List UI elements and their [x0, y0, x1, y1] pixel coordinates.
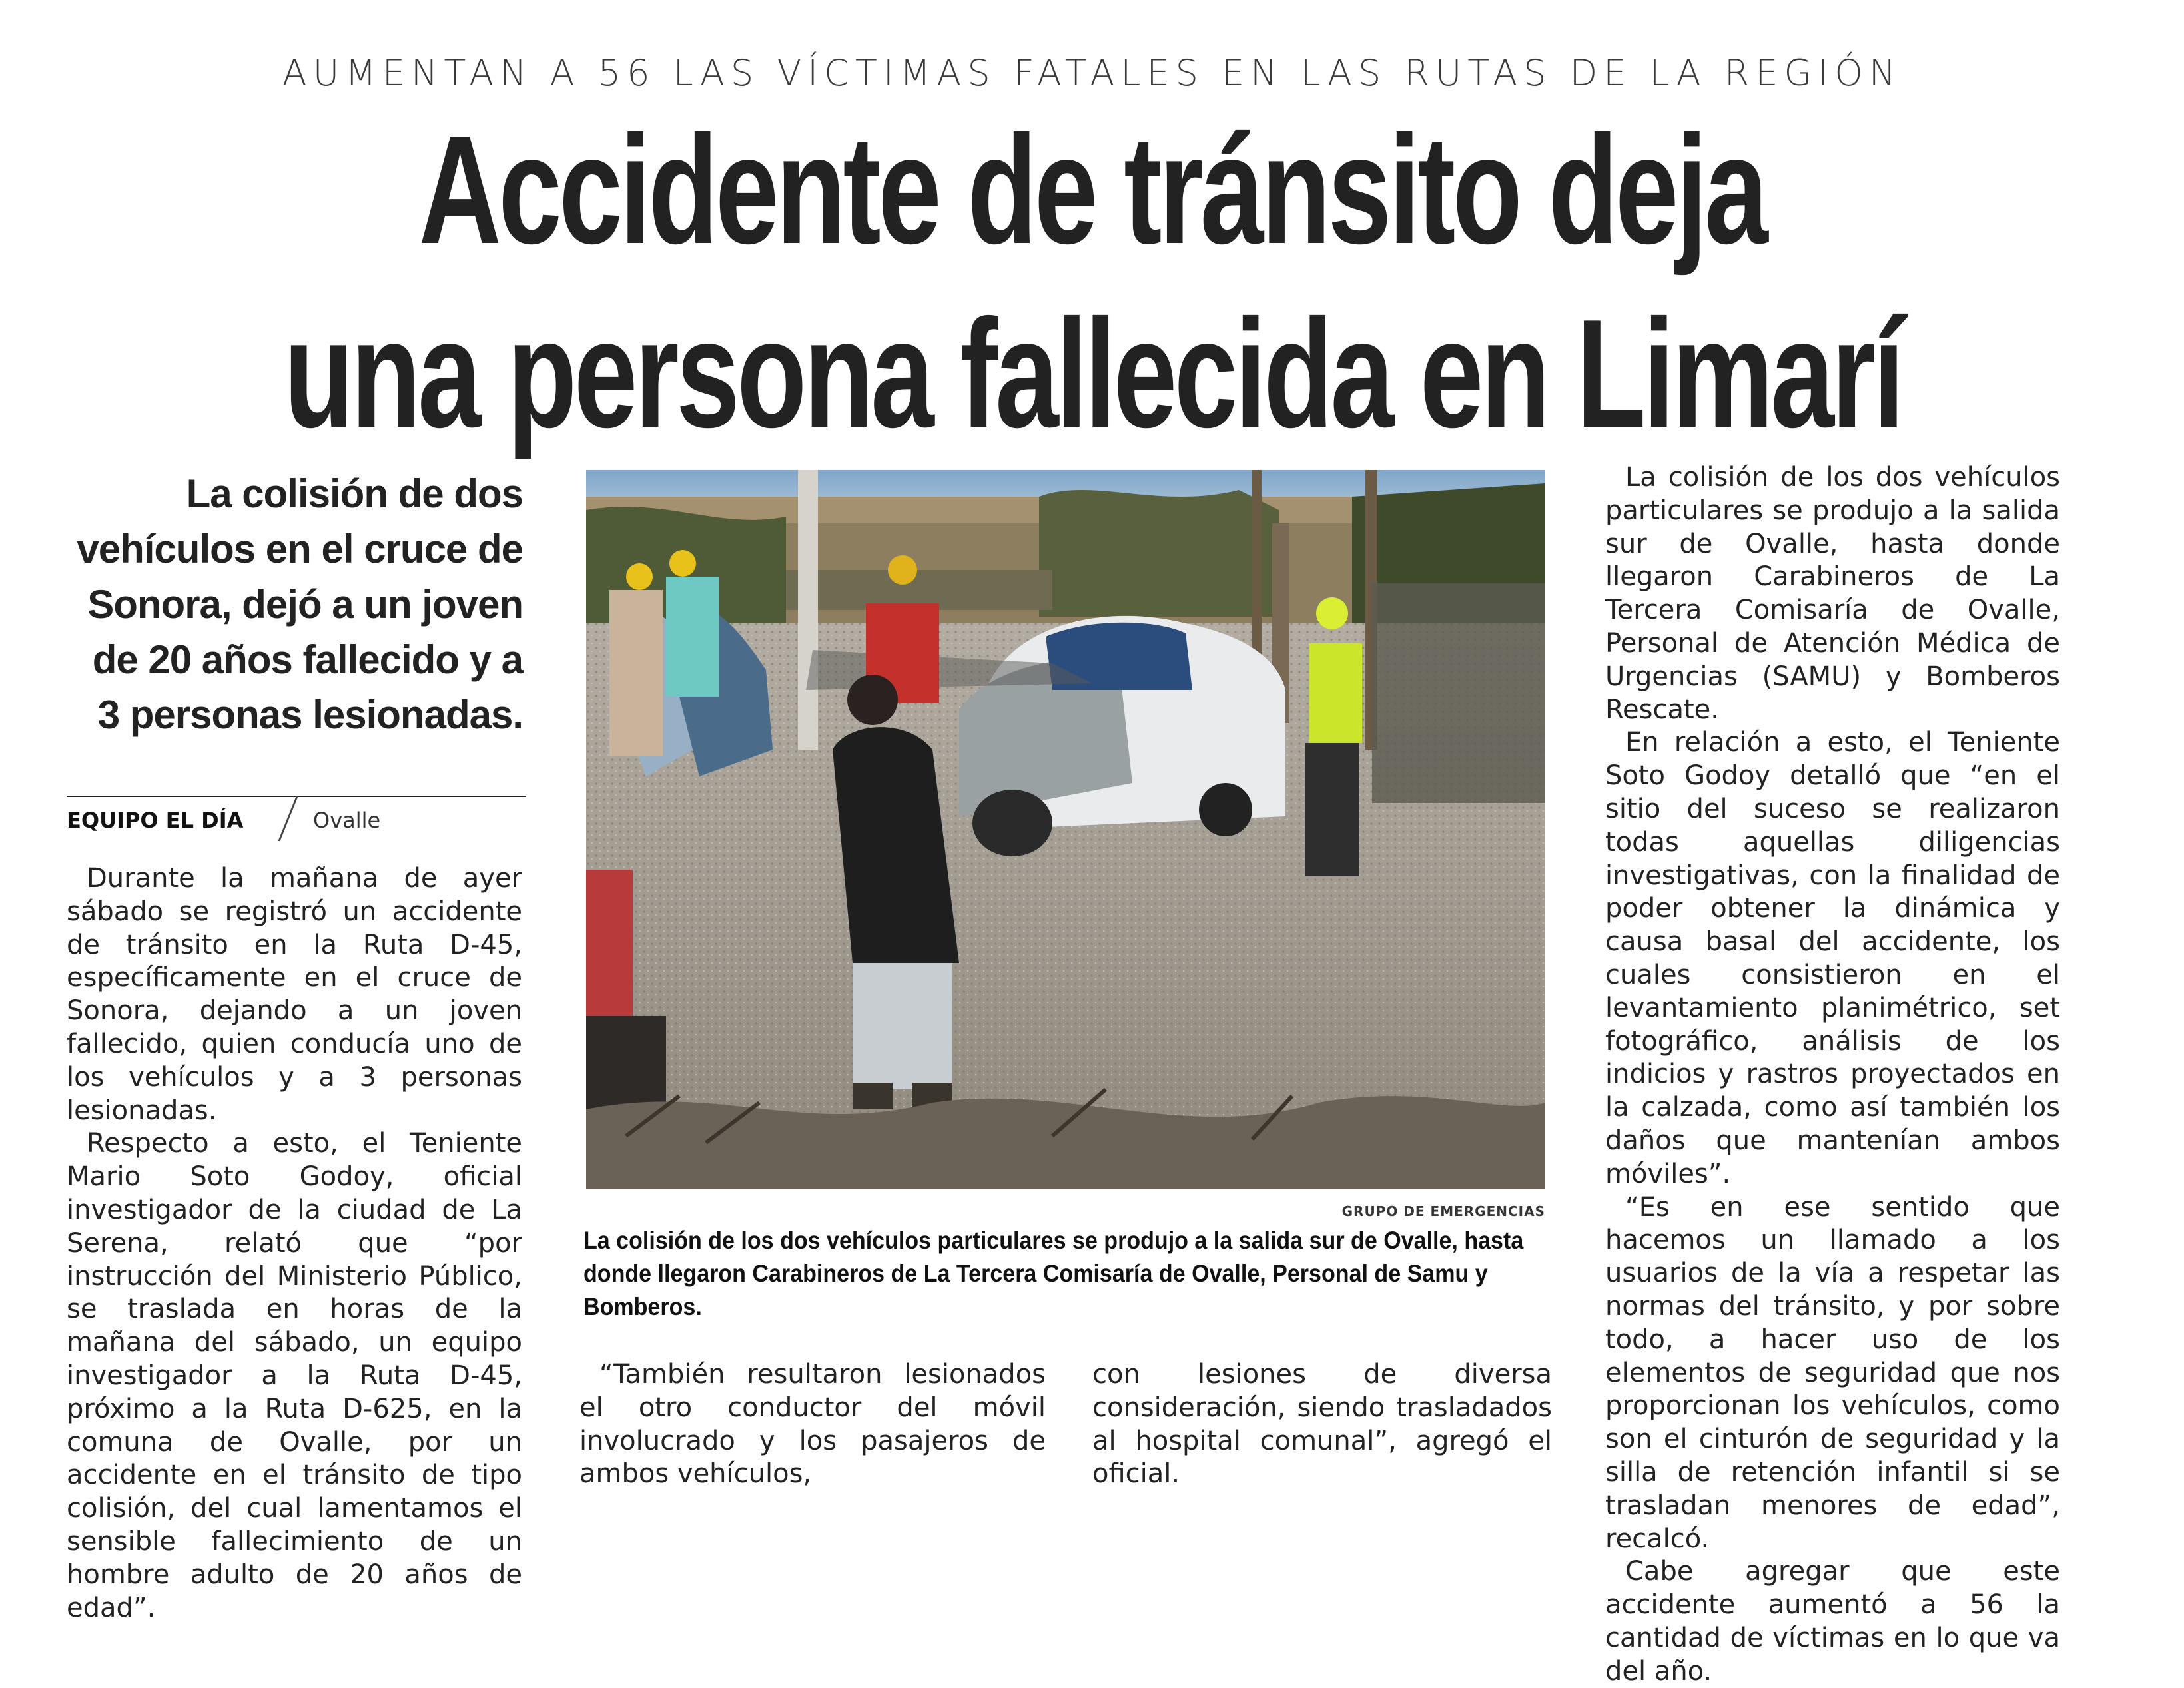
headline-line-2: una persona fallecida en Limarí — [284, 288, 1902, 460]
body-column-4 — [1605, 461, 2060, 1688]
paragraph: Durante la mañana de ayer sábado se registró un accidente de tránsito en la Ruta D-45, específicamente en el cruce de Sonora, dejando a un joven fallecido, quien conducía uno de los vehículos y a 3 personas lesionadas. — [67, 863, 522, 1126]
paragraph: Respecto a esto, el Teniente Mario Soto Godoy, oficial investigador de la ciudad de La Serena, relató que “por instrucción del Ministerio Público, se traslada en horas de la mañana del sábado, un equipo investigador a la Ruta D-45, próximo a la Ruta D-625, en la comuna de Ovalle, por un accidente en el tránsito de tipo colisión, del cual lamentamos el sensible fallecimiento de un hombre adulto de 20 años de edad”. — [67, 1128, 522, 1623]
photo-caption: La colisión de los dos vehículos particulares se produjo a la salida sur de Ovalle, hasta donde llegaron Carabineros de La Tercera Comisaría de Ovalle, Personal de Samu y Bomberos. — [583, 1227, 1524, 1320]
byline-location: Ovalle — [313, 808, 381, 833]
byline-author: EQUIPO EL DÍA — [67, 808, 244, 833]
lede: La colisión de dos vehículos en el cruce de Sonora, dejó a un joven de 20 años fallecido y a 3 personas lesionadas. — [77, 471, 523, 737]
paragraph: En relación a esto, el Teniente Soto Godoy detalló que “en el sitio del suceso se realizaron todas aquellas diligencias investigativas, con la finalidad de poder obtener la dinámica y causa basal del accidente, los cuales consistieron en el levantamiento planimétrico, set fotográfico, análisis de los indicios y rastros proyectados en la calzada, como así también los daños que mantenían ambos móviles”. — [1605, 727, 2060, 1189]
paragraph: Cabe agregar que este accidente aumentó a 56 la cantidad de víctimas en lo que va del año. — [1605, 1556, 2060, 1687]
paragraph: “También resultaron lesionados el otro conductor del móvil involucrado y los pasajeros de ambos vehículos, — [579, 1359, 1046, 1490]
body-column-3 — [1092, 1358, 1552, 1491]
kicker: AUMENTAN A 56 LAS VÍCTIMAS FATALES EN LAS RUTAS DE LA REGIÓN — [282, 52, 1902, 94]
body-column-2 — [579, 1358, 1046, 1491]
headline-line-1: Accidente de tránsito deja — [418, 104, 1766, 276]
byline-divider — [278, 796, 298, 841]
photo-credit: GRUPO DE EMERGENCIAS — [1341, 1203, 1545, 1219]
paragraph: con lesiones de diversa consideración, siendo trasladados al hospital comunal”, agregó el oficial. — [1092, 1359, 1552, 1490]
paragraph: “Es en ese sentido que hacemos un llamado a los usuarios de la vía a respetar las normas del tránsito, y por sobre todo, a hacer uso de los elementos de seguridad que nos proporcionan los vehículos, como son el cinturón de seguridad y la silla de retención infantil si se trasladan menores de edad”, recalcó. — [1605, 1191, 2060, 1554]
paragraph: La colisión de los dos vehículos particulares se produjo a la salida sur de Ovalle, hasta donde llegaron Carabineros de La Tercera Comisaría de Ovalle, Personal de Atención Médica de Urgencias (SAMU) y Bomberos Rescate. — [1605, 462, 2060, 725]
news-photo — [586, 470, 1545, 1189]
byline — [67, 796, 526, 842]
body-column-1 — [67, 862, 522, 1625]
accident-scene-image — [586, 470, 1545, 1189]
